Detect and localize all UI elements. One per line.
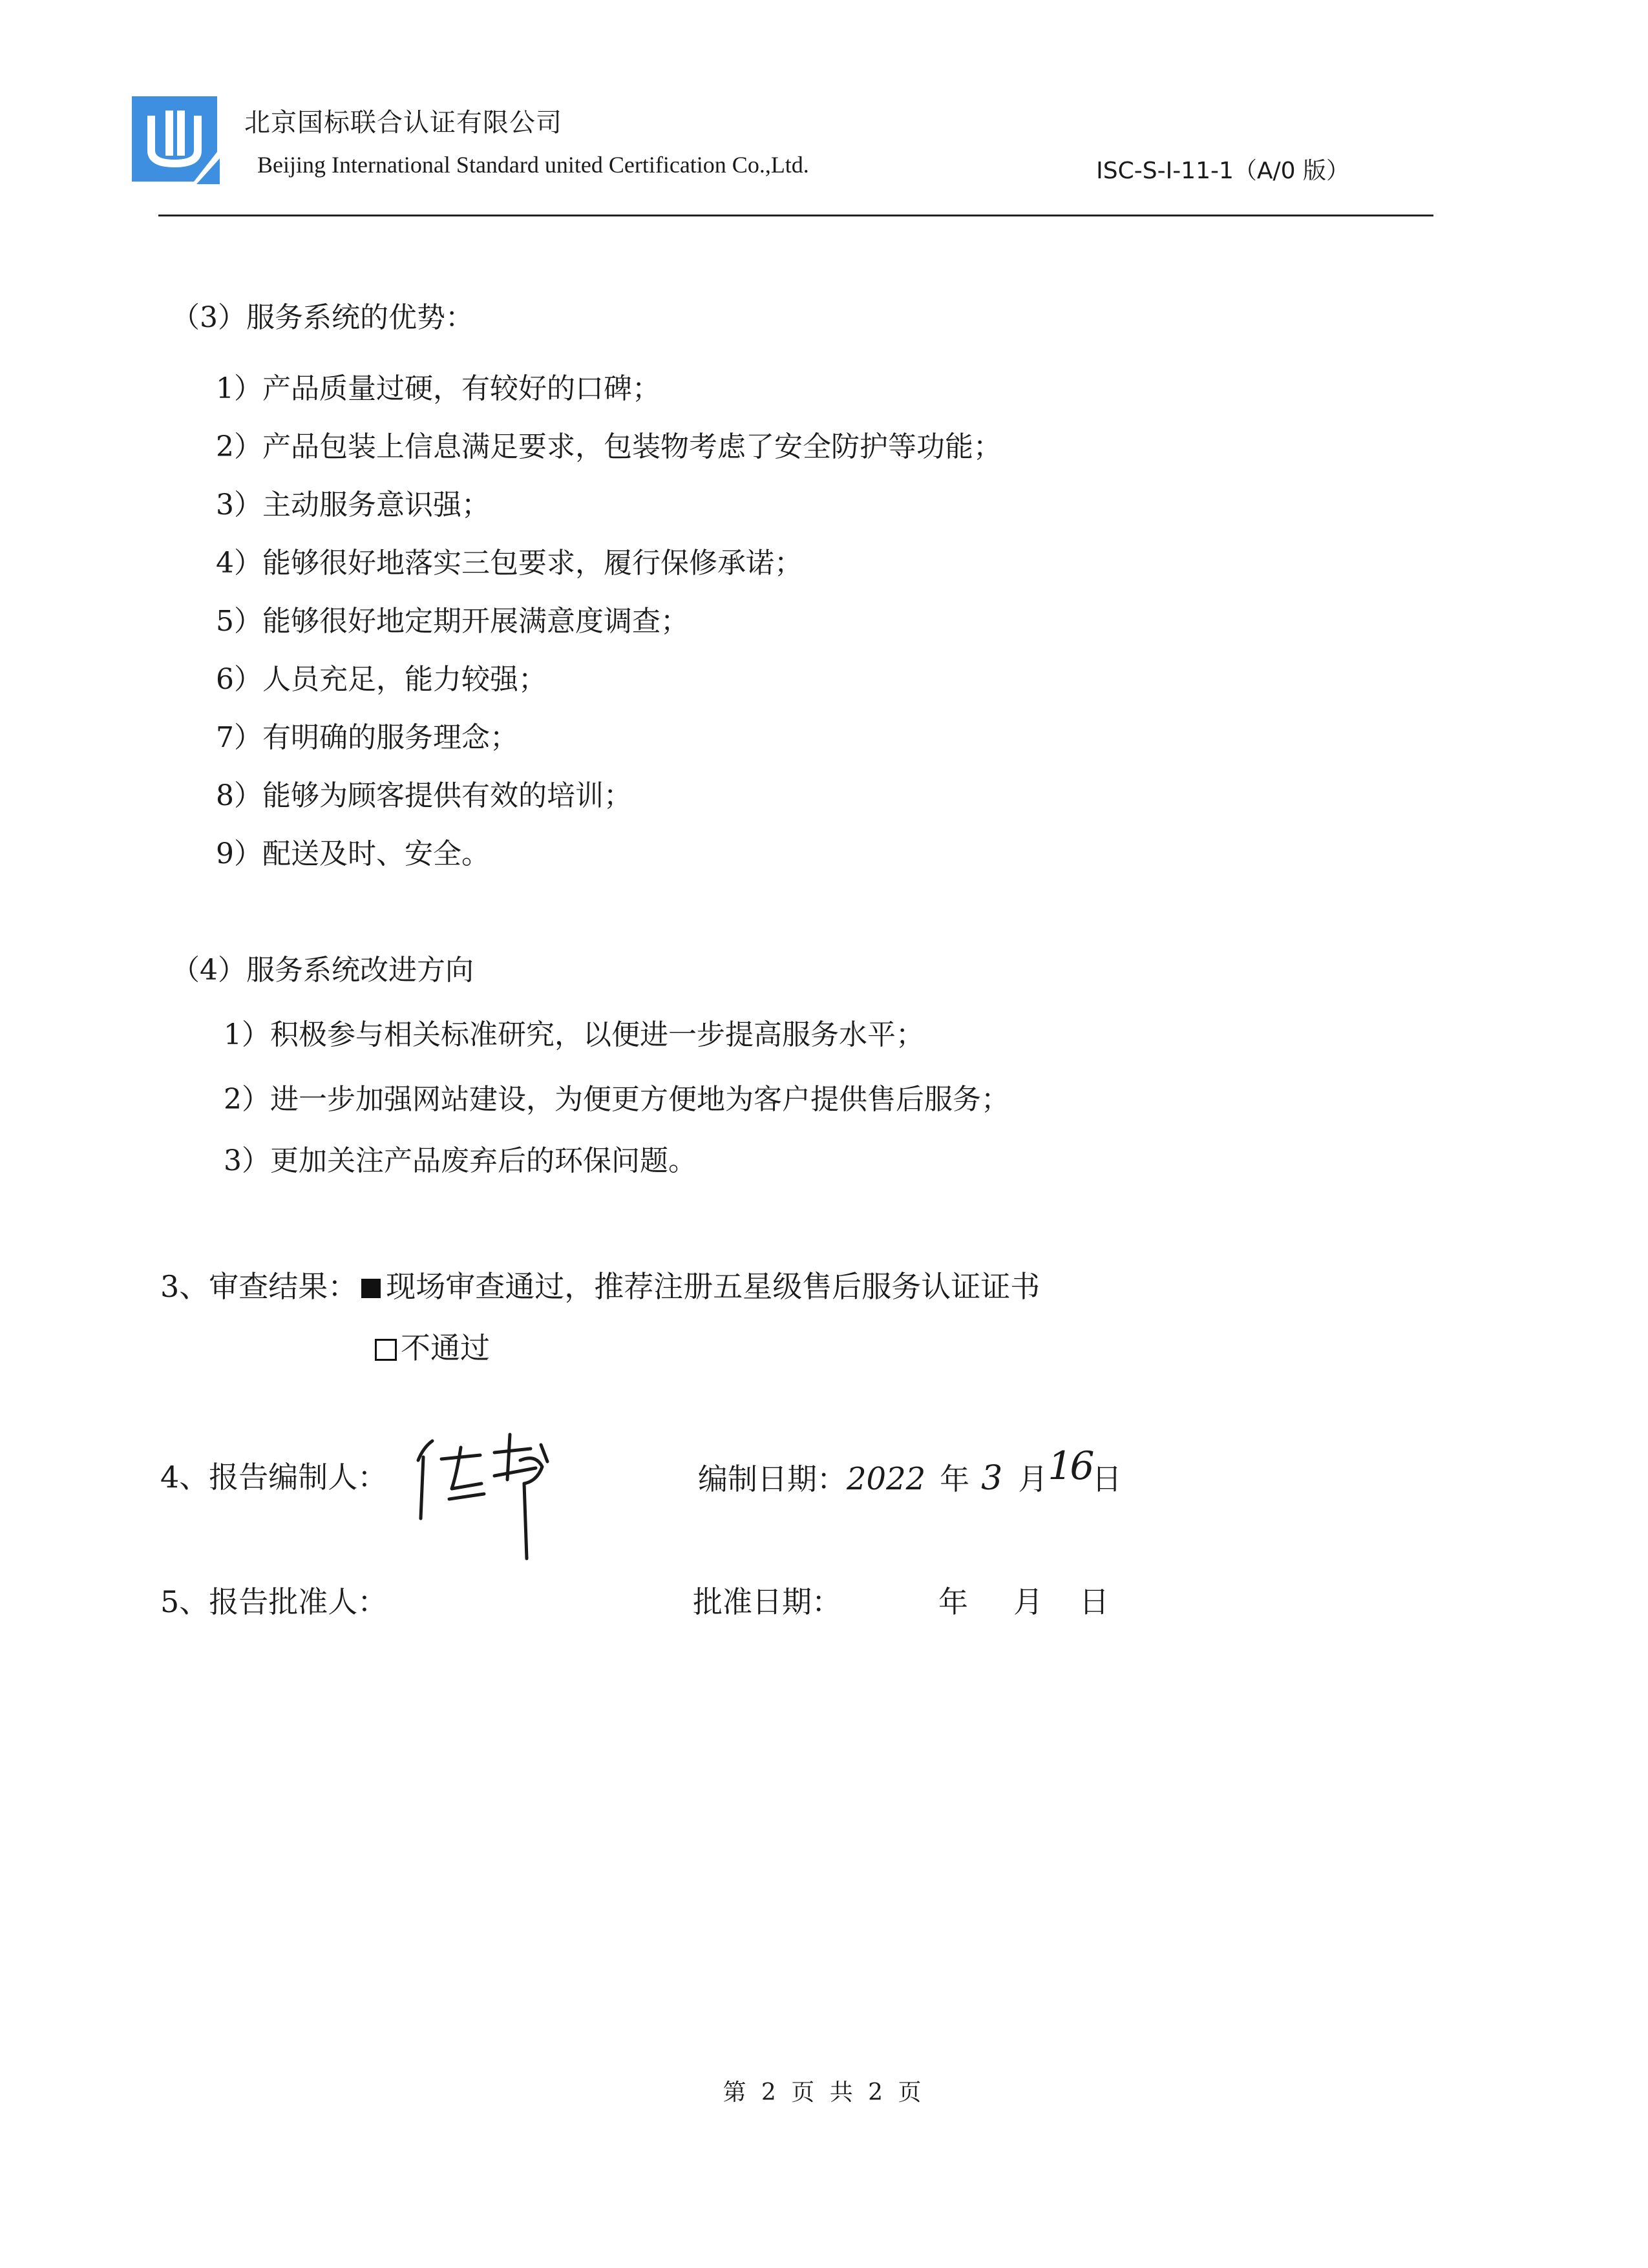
approval-date-row bbox=[693, 1579, 1109, 1621]
report-date-day: 16 bbox=[1048, 1444, 1092, 1489]
company-logo-icon bbox=[123, 87, 226, 191]
section3-item: 9）配送及时、安全。 bbox=[216, 837, 490, 870]
report-date-row bbox=[698, 1444, 1122, 1499]
month-char: 月 bbox=[1013, 1584, 1043, 1619]
section4-item: 2）进一步加强网站建设，为便更方便地为客户提供售后服务； bbox=[224, 1083, 1009, 1116]
section3-heading: （3）服务系统的优势： bbox=[171, 301, 474, 334]
fail-option-row bbox=[375, 1325, 490, 1367]
report-date-month: 3 bbox=[981, 1459, 1003, 1498]
fail-checkbox-unchecked bbox=[375, 1339, 397, 1361]
fail-option-text: 不通过 bbox=[401, 1330, 490, 1365]
review-result-label: 3、审查结果： bbox=[160, 1269, 358, 1304]
review-result-row bbox=[160, 1263, 1040, 1306]
section4-heading: （4）服务系统改进方向 bbox=[171, 954, 474, 987]
approval-date-label: 批准日期： bbox=[693, 1584, 841, 1619]
section3-item: 5）能够很好地定期开展满意度调查； bbox=[216, 605, 689, 638]
report-author-label: 4、报告编制人： bbox=[160, 1460, 388, 1495]
company-name-en: Beijing International Standard united Certification Co.,Ltd. bbox=[257, 152, 809, 178]
section3-item: 6）人员充足，能力较强； bbox=[216, 663, 547, 696]
report-approver-label: 5、报告批准人： bbox=[160, 1584, 388, 1619]
pass-checkbox-checked bbox=[361, 1279, 381, 1298]
header-divider bbox=[158, 215, 1433, 216]
section3-item: 7）有明确的服务理念； bbox=[216, 721, 518, 754]
page-number: 第 2 页 共 2 页 bbox=[723, 2079, 925, 2106]
day-char: 日 bbox=[1079, 1584, 1109, 1619]
section3-item: 4）能够很好地落实三包要求，履行保修承诺； bbox=[216, 547, 803, 580]
section4-item: 3）更加关注产品废弃后的环保问题。 bbox=[224, 1144, 697, 1177]
company-name-cn: 北京国标联合认证有限公司 bbox=[244, 108, 562, 138]
pass-option-text: 现场审查通过，推荐注册五星级售后服务认证证书 bbox=[386, 1269, 1041, 1304]
section3-item: 2）产品包装上信息满足要求，包装物考虑了安全防护等功能； bbox=[216, 430, 1002, 463]
year-char: 年 bbox=[940, 1462, 970, 1496]
section3-item: 1）产品质量过硬，有较好的口碑； bbox=[216, 372, 660, 405]
year-char: 年 bbox=[938, 1584, 968, 1619]
section3-item: 8）能够为顾客提供有效的培训； bbox=[216, 779, 632, 812]
month-char: 月 bbox=[1018, 1462, 1048, 1496]
section3-item: 3）主动服务意识强； bbox=[216, 488, 490, 521]
section4-item: 1）积极参与相关标准研究，以便进一步提高服务水平； bbox=[224, 1018, 924, 1051]
report-date-label: 编制日期： bbox=[698, 1462, 847, 1496]
day-char: 日 bbox=[1092, 1462, 1122, 1496]
report-date-year: 2022 bbox=[847, 1461, 926, 1497]
handwritten-signature bbox=[404, 1422, 572, 1564]
document-code: ISC-S-I-11-1（A/0 版） bbox=[1096, 158, 1349, 184]
